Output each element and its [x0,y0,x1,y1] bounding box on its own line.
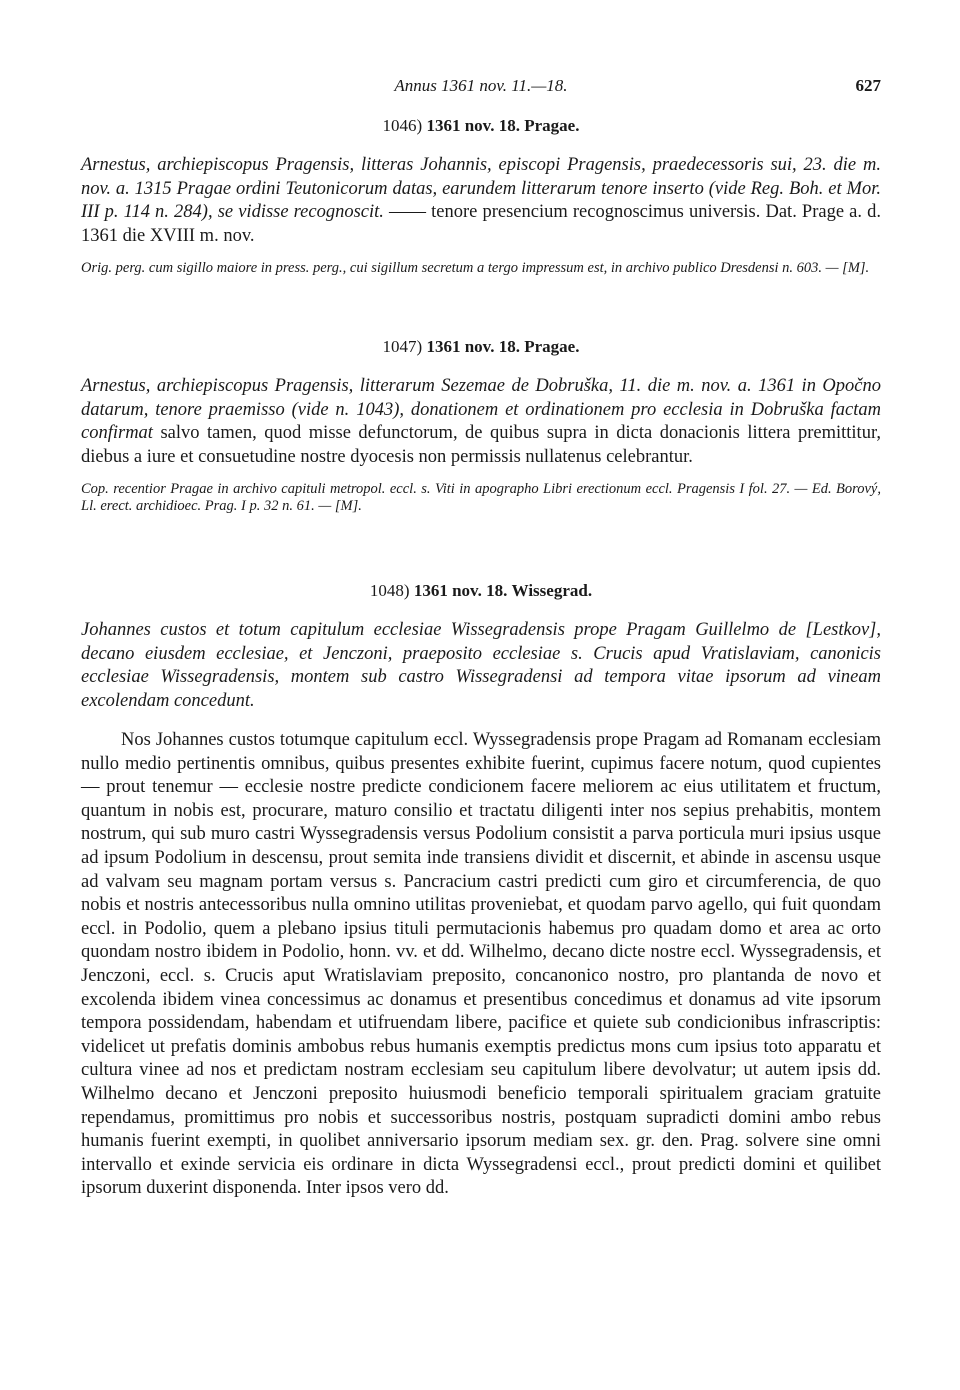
regest-1048: Johannes custos et totum capitulum ecclesiae Wissegradensis prope Pragam Guillelmo de [Lestkov], decano eiusdem ecclesiae, et Jenczoni, praeposito ecclesiae s. Crucis apud Vratislaviam, canonicis ecclesiae Wissegradensis, montem sub castro Wissegradensi ad tempora vitae ipsorum ad vineam excolendam concedunt. [81,620,881,711]
regest-plain: —— tenore presencium recognoscimus universis. Dat. Prage a. d. 1361 die XVIII m. nov. [81,202,881,246]
entry-date: 1361 nov. 18. [413,581,508,600]
entry-heading-1046 [81,116,881,136]
entry-date: 1361 nov. 18. [426,337,520,356]
document-page [81,72,881,1201]
regest-1046 [81,154,881,248]
entry-number: 1048) [369,581,410,600]
regest-plain: salvo tamen, quod misse defunctorum, de quibus supra in dicta donacionis littera premittitur, diebus a iure et consuetudine nostre dyocesis non permissis nullatenus celebrantur. [81,423,881,467]
entry-number: 1047) [382,337,423,356]
running-head [81,72,881,102]
charter-text-1048: Nos Johannes custos totumque capitulum eccl. Wyssegradensis prope Pragam ad Romanam ecclesiam nullo medio pertinentis omnibus, quibus presentes exhibite fuerint, cupimus facere notum, quod cupientes — prout tenemur — ecclesie nostre predicte condicionem facere meliorem ac eius utilitatem et fructum, quantum in nobis est, procurare, maturo consilio et tractatu diligenti inter nos sepius prehabitis, montem nostrum, qui sub muro castri Wyssegradensis versus Podolium consistit a parva porticula muri ipsius usque ad ipsum Podolium in descensu, prout semita inde transiens dividit et discernit, et abinde in ascensu usque ad valvam seu magnam portam versus s. Pancracium castri predicti cum giro et circumferencia, de quo nobis et nostris antecessoribus nulla omnino utilitas proveniebat, et quodam parvo agello, qui fuit quondam eccl. in Podolio, quem a plebano ipsius tituli permutacionis habemus pro quadam domo et area ac orto quondam nostro ibidem in Podolio, honn. vv. et dd. Wilhelmo, decano dicte nostre eccl. Wyssegradensis, et Jenczoni, eccl. s. Crucis aput Wratislaviam preposito, concanonico nostro, pro plantanda de novo et excolenda ibidem vinea concessimus ac donamus et presentibus concedimus et donamus ad vite ipsorum tempora possidendam, habendam et utifruendam libere, pacifice et quiete sub condicionibus infrascriptis: videlicet ut prefatis dominis ambobus rebus humanis exemptis predictus mons cum ipsius toto apparatu et cultura vinee ad nos et predictam nostram ecclesiam seu capitulum libere devolvatur; ut autem ipsis dd. Wilhelmo decano et Jenczoni preposito huiusmodi beneficio temporali spiritualem graciam gratuite rependamus, promittimus pro nobis et successoribus nostris, postquam supradicti domini ambo rebus humanis fuerint exempti, in quolibet anniversario ipsorum mediam sex. gr. den. Prag. solvere sine omni intervallo et exinde servicia eis ordinare in dicta Wyssegradensi eccl., prout predicti domini et quilibet ipsorum duxerint disponenda. Inter ipsos vero dd. [81,730,881,1199]
entry-number: 1046) [382,116,423,135]
regest-italic: Arnestus, archiepiscopus Pragensis, litteras Johannis, episcopi Pragensis, praedecessoris sui, 23. die m. nov. a. 1315 Pragae ordini Teutonicorum datas, earundem litterarum tenore inserto (vide Reg. Boh. et Mor. III p. 114 n. 284), se vidisse recognoscit. [81,155,881,222]
entry-date: 1361 nov. 18. [426,116,520,135]
page-number: 627 [855,76,881,95]
entry-place: Pragae. [524,116,580,135]
entry-heading-1048 [81,581,881,601]
running-title: Annus 1361 nov. 11.—18. [394,76,568,95]
entry-heading-1047 [81,337,881,357]
regest-1047 [81,375,881,469]
source-note-1047: Cop. recentior Pragae in archivo capituli metropol. eccl. s. Viti in apographo Libri erectionum eccl. Pragensis I fol. 27. — Ed. Borový, Ll. erect. archidioec. Prag. I p. 32 n. 61. — [M]. [81,481,881,514]
source-note-1046: Orig. perg. cum sigillo maiore in press. perg., cui sigillum secretum a tergo impressum est, in archivo publico Dresdensi n. 603. — [M]. [81,260,870,276]
entry-place: Pragae. [524,337,580,356]
entry-place: Wissegrad. [511,581,593,600]
regest-italic: Arnestus, archiepiscopus Pragensis, litterarum Sezemae de Dobruška, 11. die m. nov. a. 1361 in Opočno datarum, tenore praemisso (vide n. 1043), donationem et ordinationem pro ecclesia in Dobruška factam confirmat [81,376,881,443]
